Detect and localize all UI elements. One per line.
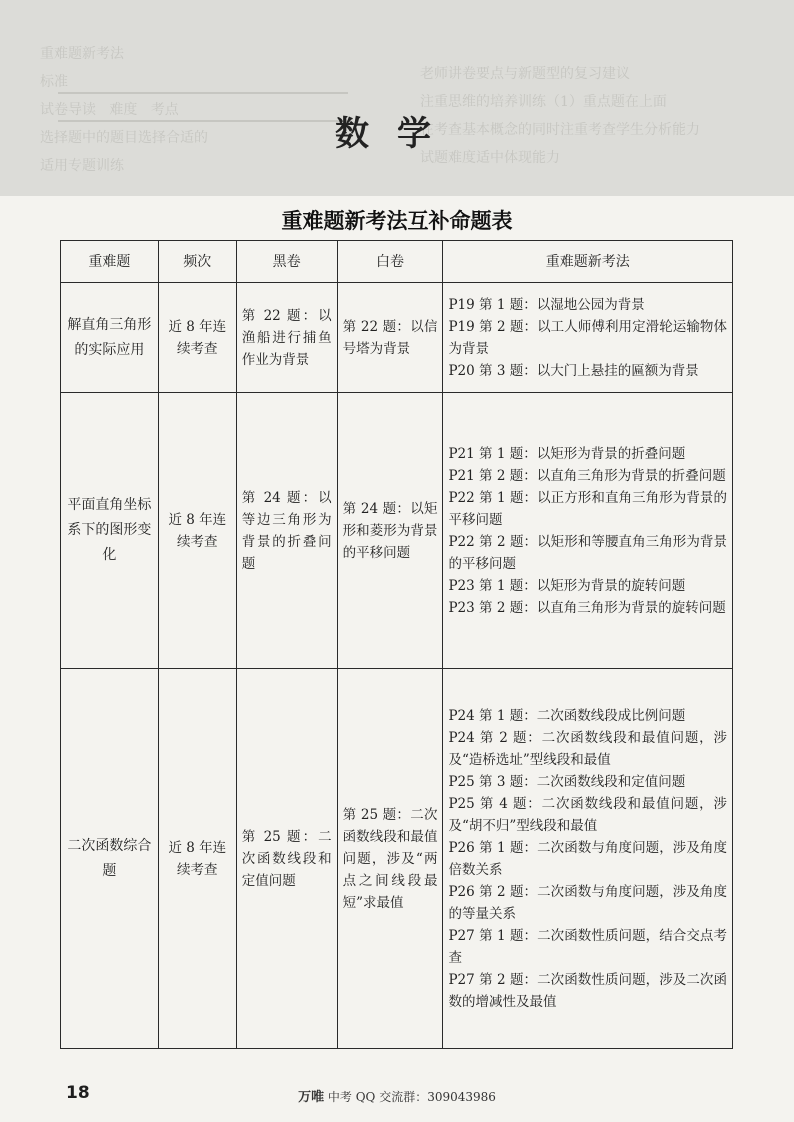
method-item: P21 第 1 题：以矩形为背景的折叠问题 — [448, 445, 686, 462]
methods-cell — [443, 393, 733, 669]
table-row — [61, 393, 733, 669]
column-header-black-paper: 黑卷 — [236, 241, 337, 283]
method-item: P21 第 2 题：以直角三角形为背景的折叠问题 — [448, 467, 726, 484]
method-item: P19 第 1 题：以湿地公园为背景 — [448, 296, 645, 313]
method-item: P24 第 2 题：二次函数线段和最值问题，涉及“造桥选址”型线段和最值 — [448, 729, 727, 768]
black-paper-cell: 第 22 题：以渔船进行捕鱼作业为背景 — [236, 283, 337, 393]
topic-cell: 平面直角坐标系下的图形变化 — [61, 393, 159, 669]
table-title: 重难题新考法互补命题表 — [281, 209, 513, 233]
header-band — [0, 0, 794, 196]
table-row — [61, 669, 733, 1049]
method-item: P26 第 1 题：二次函数与角度问题，涉及角度倍数关系 — [448, 839, 727, 878]
methods-cell — [443, 283, 733, 393]
bleed-through-text-left: 重难题新考法 标准 试卷导读 难度 考点 选择题中的题目选择合适的 适用专题训练 — [40, 46, 208, 174]
method-item: P23 第 1 题：以矩形为背景的旋转问题 — [448, 577, 686, 594]
subject-title: 数学 — [335, 114, 459, 154]
method-item: P25 第 3 题：二次函数线段和定值问题 — [448, 773, 686, 790]
method-item: P25 第 4 题：二次函数线段和最值问题，涉及“胡不归”型线段和最值 — [448, 795, 727, 834]
column-header-topic: 重难题 — [61, 241, 159, 283]
frequency-cell: 近 8 年连续考查 — [158, 393, 236, 669]
white-paper-cell: 第 24 题：以矩形和菱形为背景的平移问题 — [337, 393, 443, 669]
method-item: P23 第 2 题：以直角三角形为背景的旋转问题 — [448, 599, 726, 616]
white-paper-cell: 第 25 题：二次函数线段和最值问题，涉及“两点之间线段最短”求最值 — [337, 669, 443, 1049]
footer-info — [0, 1086, 794, 1105]
method-item: P24 第 1 题：二次函数线段成比例问题 — [448, 707, 686, 724]
column-header-frequency: 频次 — [158, 241, 236, 283]
method-item: P26 第 2 题：二次函数与角度问题，涉及角度的等量关系 — [448, 883, 727, 922]
method-item: P27 第 1 题：二次函数性质问题，结合交点考查 — [448, 927, 727, 966]
topic-cell: 二次函数综合题 — [61, 669, 159, 1049]
column-header-white-paper: 白卷 — [337, 241, 443, 283]
bleed-through-rule — [58, 92, 348, 94]
white-paper-cell: 第 22 题：以信号塔为背景 — [337, 283, 443, 393]
topic-table — [60, 240, 733, 1049]
footer-text: 中考 QQ 交流群：309043986 — [327, 1090, 496, 1104]
bleed-through-text-right: 老师讲卷要点与新题型的复习建议 注重思维的培养训练（1）重点题在上面 在考查基本概念的同时注重考查学生分析能力 试题难度适中体现能力 — [420, 66, 700, 166]
method-item: P19 第 2 题：以工人师傅利用定滑轮运输物体为背景 — [448, 318, 727, 357]
frequency-cell: 近 8 年连续考查 — [158, 669, 236, 1049]
page-number: 18 — [66, 1083, 90, 1103]
topic-cell: 解直角三角形的实际应用 — [61, 283, 159, 393]
black-paper-cell: 第 24 题：以等边三角形为背景的折叠问题 — [236, 393, 337, 669]
table-header-row — [61, 241, 733, 283]
column-header-new-methods: 重难题新考法 — [443, 241, 733, 283]
method-item: P22 第 1 题：以正方形和直角三角形为背景的平移问题 — [448, 489, 727, 528]
method-item: P27 第 2 题：二次函数性质问题，涉及二次函数的增减性及最值 — [448, 971, 727, 1010]
method-item: P22 第 2 题：以矩形和等腰直角三角形为背景的平移问题 — [448, 533, 727, 572]
black-paper-cell: 第 25 题：二次函数线段和定值问题 — [236, 669, 337, 1049]
table-row — [61, 283, 733, 393]
methods-cell — [443, 669, 733, 1049]
frequency-cell: 近 8 年连续考查 — [158, 283, 236, 393]
method-item: P20 第 3 题：以大门上悬挂的匾额为背景 — [448, 362, 699, 379]
brand-logo: 万唯 — [298, 1090, 325, 1105]
